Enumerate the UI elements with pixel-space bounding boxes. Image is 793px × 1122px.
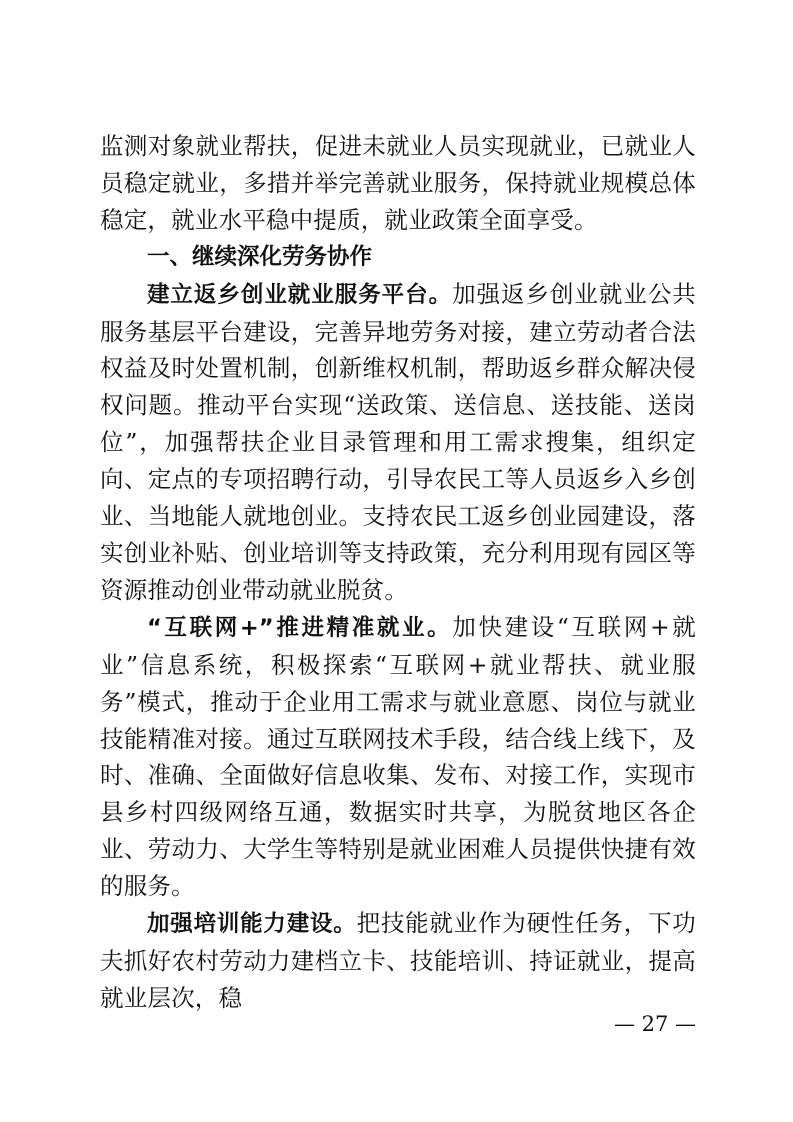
paragraph-lead: 加强培训能力建设。 bbox=[147, 911, 357, 938]
paragraph-platform bbox=[100, 276, 696, 609]
document-body bbox=[100, 128, 696, 1017]
paragraph-lead: “互联网+”推进精准就业。 bbox=[147, 614, 453, 641]
paragraph-text: 加快建设“互联网+就业”信息系统，积极探索“互联网+就业帮扶、就业服务”模式，推动于企业用工需求与就业意愿、岗位与就业技能精准对接。通过互联网技术手段，结合线上线下，及时、准确、全面做好信息收集、发布、对接工作，实现市县乡村四级网络互通，数据实时共享，为脱贫地区各企业、劳动力、大学生等特别是就业困难人员提供快捷有效的服务。 bbox=[100, 612, 696, 901]
continuation-paragraph: 监测对象就业帮扶，促进未就业人员实现就业，已就业人员稳定就业，多措并举完善就业服务，保持就业规模总体稳定，就业水平稳中提质，就业政策全面享受。 bbox=[100, 132, 696, 234]
page-number: — 27 — bbox=[613, 1012, 697, 1036]
section-heading: 一、继续深化劳务协作 bbox=[147, 243, 373, 270]
paragraph-lead: 建立返乡创业就业服务平台。 bbox=[147, 281, 453, 308]
paragraph-text: 把技能就业作为硬性任务，下功夫抓好农村劳动力建档立卡、技能培训、持证就业，提高就业层次，稳 bbox=[100, 909, 696, 1012]
paragraph-training bbox=[100, 905, 696, 1017]
paragraph-internet bbox=[100, 609, 696, 905]
paragraph-text: 加强返乡创业就业公共服务基层平台建设，完善异地劳务对接，建立劳动者合法权益及时处置机制，创新维权机制，帮助返乡群众解决侵权问题。推动平台实现“送政策、送信息、送技能、送岗位”，加强帮扶企业目录管理和用工需求搜集，组织定向、定点的专项招聘行动，引导农民工等人员返乡入乡创业、当地能人就地创业。支持农民工返乡创业园建设，落实创业补贴、创业培训等支持政策，充分利用现有园区等资源推动创业带动就业脱贫。 bbox=[100, 279, 697, 604]
